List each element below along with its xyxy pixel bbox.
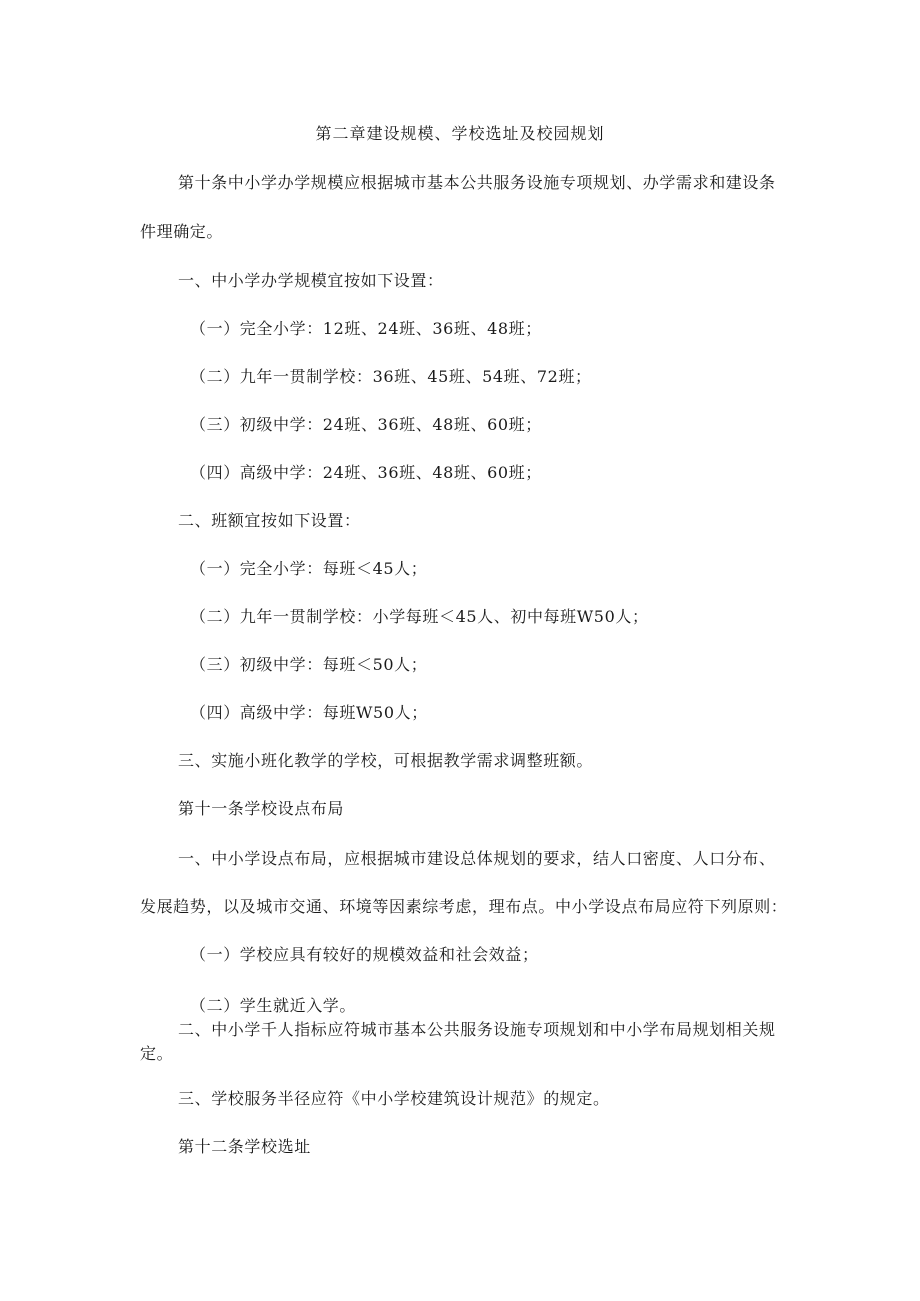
- paragraph-class-size-item-3: （三）初级中学：每班＜50人；: [190, 655, 428, 674]
- paragraph-layout-item-2: （二）学生就近入学。: [190, 996, 357, 1015]
- paragraph-layout-principle-cont: 发展趋势，以及城市交通、环境等因素综考虑，理布点。中小学设点布局应符下列原则：: [140, 897, 788, 916]
- paragraph-service-radius: 三、学校服务半径应符《中小学校建筑设计规范》的规定。: [178, 1089, 610, 1108]
- paragraph-class-size-item-1: （一）完全小学：每班＜45人；: [190, 559, 428, 578]
- paragraph-scale-item-4: （四）高级中学：24班、36班、48班、60班；: [190, 463, 542, 482]
- paragraph-class-size-heading: 二、班额宜按如下设置：: [178, 511, 361, 530]
- paragraph-article-10: 第十条中小学办学规模应根据城市基本公共服务设施专项规划、办学需求和建设条: [178, 173, 776, 192]
- paragraph-per-thousand: 二、中小学千人指标应符城市基本公共服务设施专项规划和中小学布局规划相关规: [178, 1020, 776, 1039]
- paragraph-per-thousand-cont: 定。: [140, 1044, 174, 1063]
- paragraph-scale-item-1: （一）完全小学：12班、24班、36班、48班；: [190, 319, 542, 338]
- paragraph-article-10-cont: 件理确定。: [140, 222, 224, 241]
- paragraph-scale-item-2: （二）九年一贯制学校：36班、45班、54班、72班；: [190, 367, 592, 386]
- paragraph-layout-principle: 一、中小学设点布局，应根据城市建设总体规划的要求，结人口密度、人口分布、: [178, 849, 776, 868]
- paragraph-layout-item-1: （一）学校应具有较好的规模效益和社会效益；: [190, 945, 539, 964]
- paragraph-class-size-item-2: （二）九年一贯制学校：小学每班＜45人、初中每班W50人；: [190, 607, 649, 626]
- paragraph-class-size-item-4: （四）高级中学：每班W50人；: [190, 703, 428, 722]
- paragraph-small-class: 三、实施小班化教学的学校，可根据教学需求调整班额。: [178, 751, 594, 770]
- paragraph-scale-item-3: （三）初级中学：24班、36班、48班、60班；: [190, 415, 542, 434]
- paragraph-article-11: 第十一条学校设点布局: [178, 799, 345, 818]
- chapter-title: 第二章建设规模、学校选址及校园规划: [315, 124, 605, 143]
- paragraph-scale-heading: 一、中小学办学规模宜按如下设置：: [178, 271, 444, 290]
- paragraph-article-12: 第十二条学校选址: [178, 1137, 311, 1156]
